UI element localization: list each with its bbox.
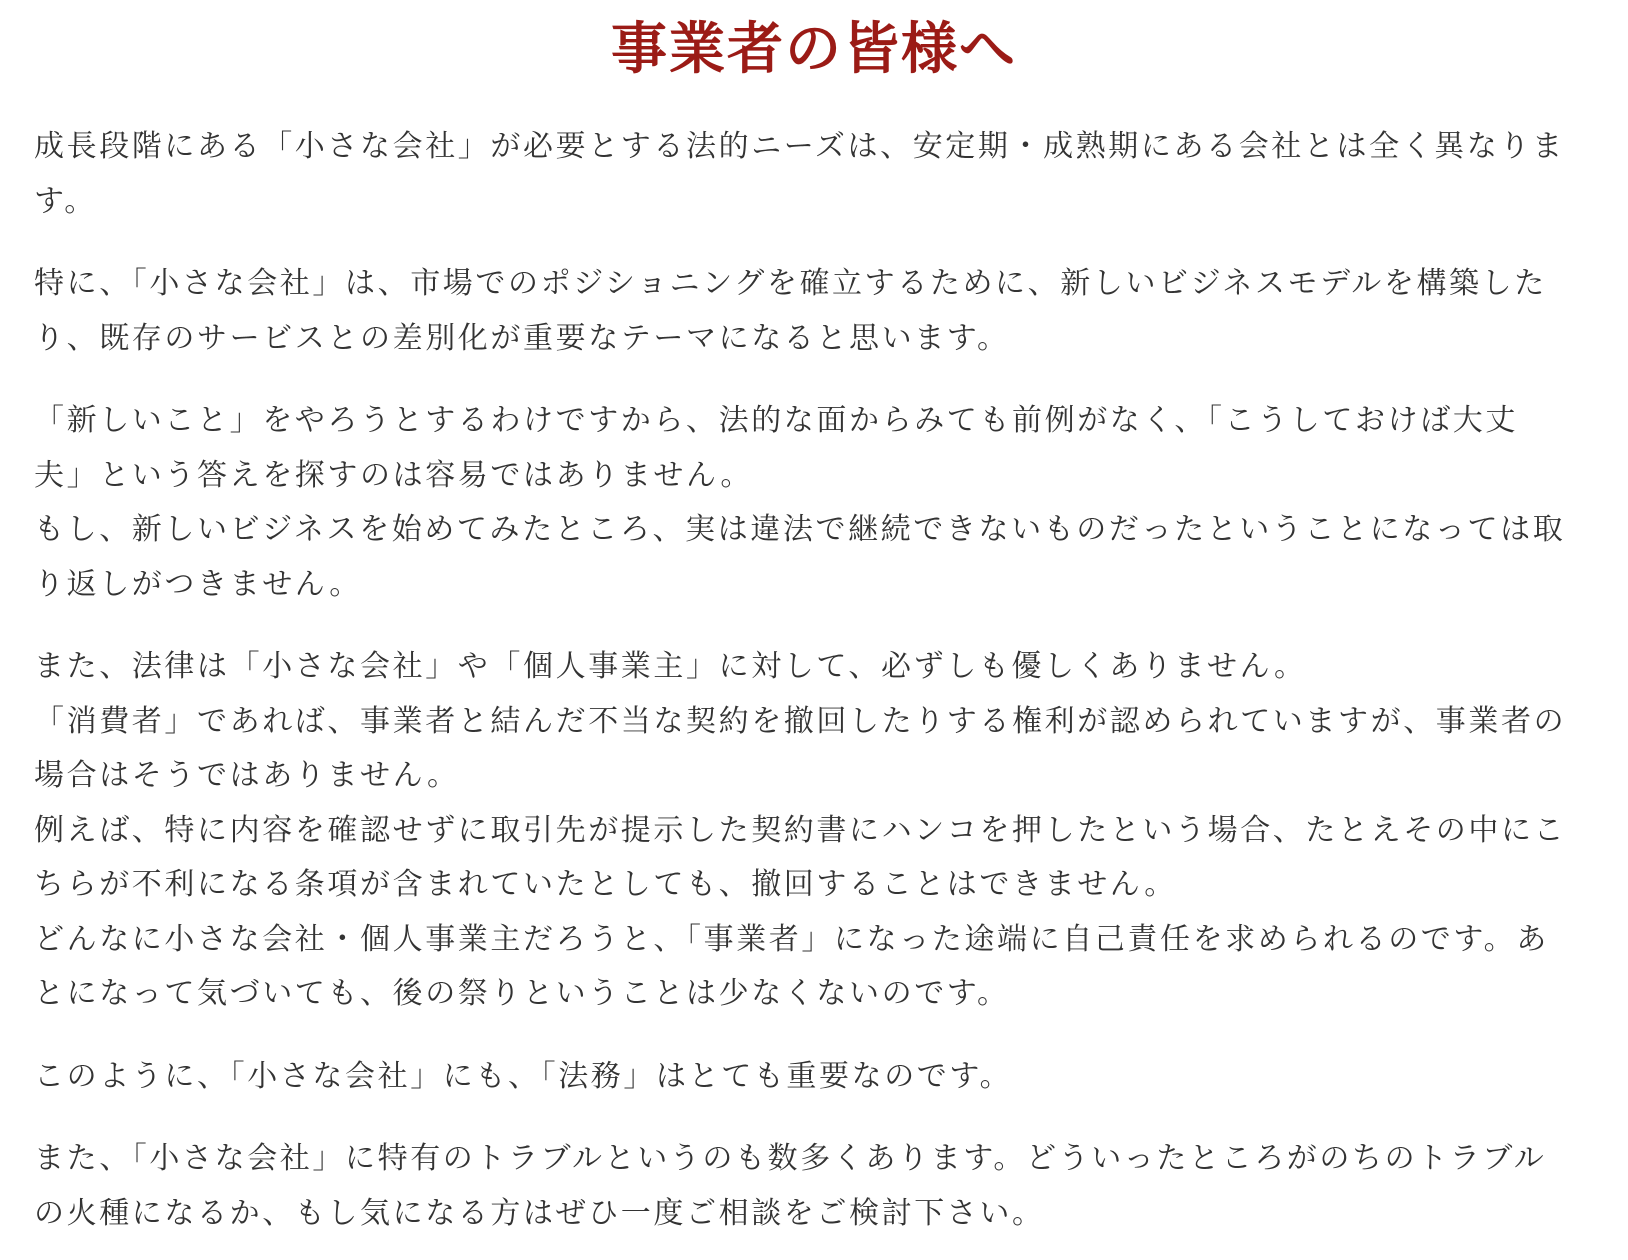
text-line: 特に、「小さな会社」は、市場でのポジショニングを確立するために、新しいビジネスモデルを構築した [34,266,1547,301]
paragraph-4 [34,640,1594,1022]
text-line: 「消費者」であれば、事業者と結んだ不当な契約を撤回したりする権利が認められていますが、事業者の [34,703,1567,739]
text-line: また、法律は「小さな会社」や「個人事業主」に対して、必ずしも優しくありません。 [34,649,1307,684]
text-line: 夫」という答えを探すのは容易ではありません。 [34,457,753,493]
text-line: とになって気づいても、後の祭りということは少なくないのです。 [34,976,1010,1011]
paragraph-5 [34,1050,1594,1105]
text-line: の火種になるか、もし気になる方はぜひ一度ご相談をご検討下さい。 [34,1195,1045,1231]
text-line: ちらが不利になる条項が含まれていたとしても、撤回することはできません。 [34,867,1177,902]
text-line: どんなに小さな会社・個人事業主だろうと、「事業者」になった途端に自己責任を求められるのです。あ [34,921,1549,957]
paragraph-2 [34,257,1594,366]
text-line: す。 [34,183,97,219]
text-line: 成長段階にある「小さな会社」が必要とする法的ニーズは、安定期・成熟期にある会社とは全く異なりま [34,129,1565,164]
text-line: 例えば、特に内容を確認せずに取引先が提示した契約書にハンコを押したという場合、たとえその中にこ [34,812,1567,848]
text-line: 「新しいこと」をやろうとするわけですから、法的な面からみても前例がなく、「こうしておけば大丈 [34,403,1518,438]
text-line: このように、「小さな会社」にも、「法務」はとても重要なのです。 [34,1058,1013,1094]
text-line: また、「小さな会社」に特有のトラブルというのも数多くあります。どういったところがのちのトラブル [34,1141,1547,1176]
text-line: り、既存のサービスとの差別化が重要なテーマになると思います。 [34,320,1010,356]
text-line: り返しがつきません。 [34,566,362,602]
page-title: 事業者の皆様へ [611,17,1017,82]
text-line: 場合はそうではありません。 [34,758,460,793]
text-line: もし、新しいビジネスを始めてみたところ、実は違法で継続できないものだったということになっては取 [34,512,1566,547]
paragraph-1 [34,120,1594,229]
body-text [34,120,1594,1241]
paragraph-3 [34,394,1594,612]
paragraph-6 [34,1132,1594,1241]
